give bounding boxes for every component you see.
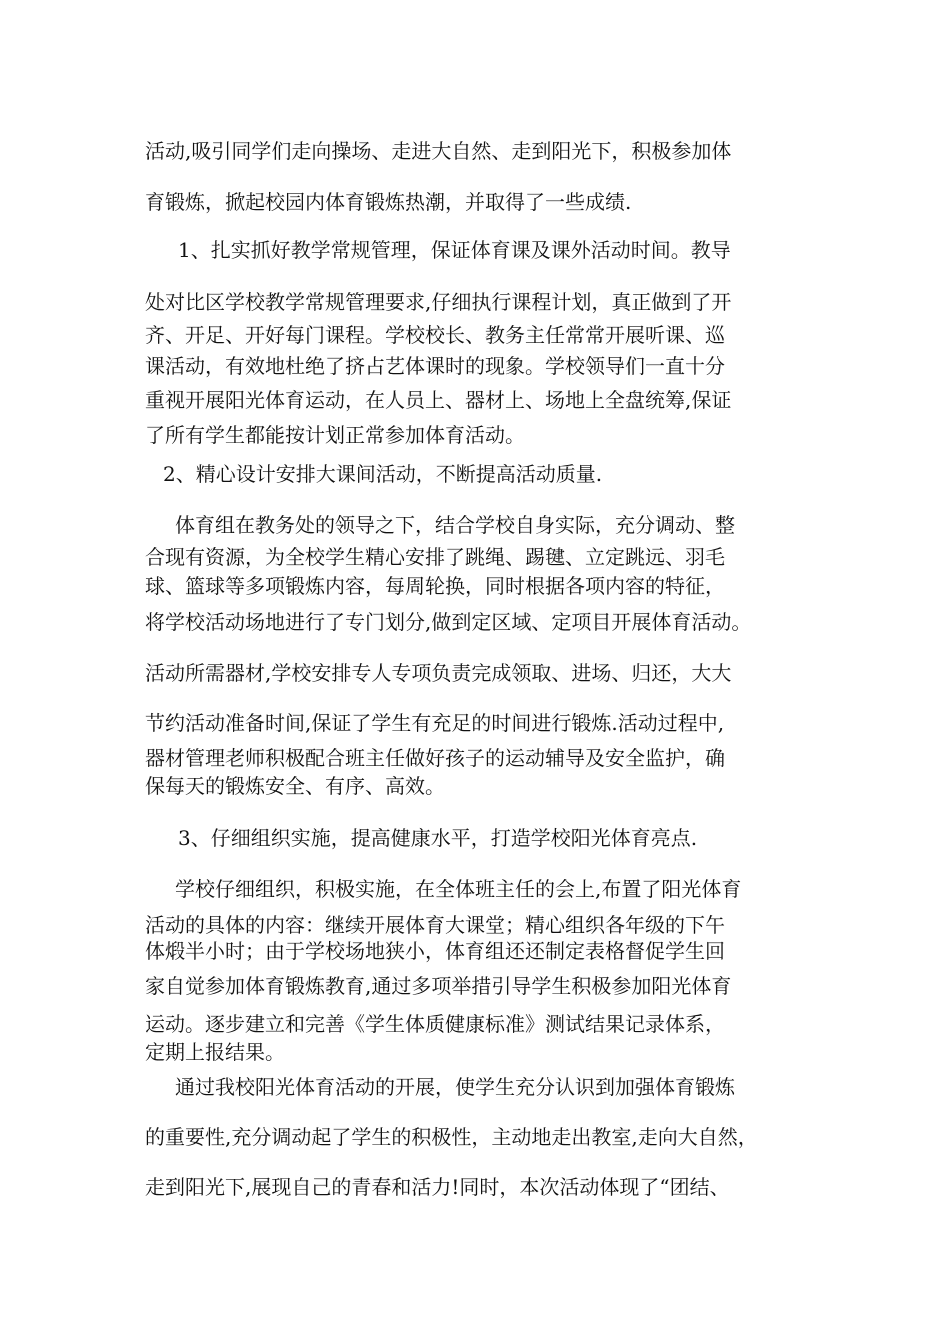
text-line: 齐、开足、开好每门课程。学校校长、教务主任常常开展听课、巡 (145, 323, 725, 347)
text-line: 体育组在教务处的领导之下，结合学校自身实际，充分调动、整 (175, 513, 735, 537)
text-line: 保每天的锻炼安全、有序、高效。 (145, 774, 445, 798)
text-line: 节约活动准备时间,保证了学生有充足的时间进行锻炼.活动过程中, (145, 711, 725, 735)
text-line: 器材管理老师积极配合班主任做好孩子的运动辅导及安全监护，确 (145, 746, 725, 770)
text-line: 合现有资源，为全校学生精心安排了跳绳、踢毽、立定跳远、羽毛 (145, 545, 725, 569)
text-line: 育锻炼，掀起校园内体育锻炼热潮，并取得了一些成绩. (145, 190, 632, 214)
text-line: 球、篮球等多项锻炼内容，每周轮换，同时根据各项内容的特征， (145, 574, 725, 598)
text-line: 处对比区学校教学常规管理要求,仔细执行课程计划，真正做到了开 (145, 290, 732, 314)
text-line: 走到阳光下,展现自己的青春和活力!同时，本次活动体现了“团结、 (145, 1175, 730, 1199)
text-line: 活动所需器材,学校安排专人专项负责完成领取、进场、归还，大大 (145, 661, 732, 685)
text-line: 了所有学生都能按计划正常参加体育活动。 (145, 423, 525, 447)
text-line: 活动的具体的内容：继续开展体育大课堂；精心组织各年级的下午 (145, 913, 725, 937)
text-line: 活动,吸引同学们走向操场、走进大自然、走到阳光下，积极参加体 (145, 139, 732, 163)
heading-item-1: 1、扎实抓好教学常规管理，保证体育课及课外活动时间。教导 (178, 238, 731, 262)
text-line: 学校仔细组织，积极实施，在全体班主任的会上,布置了阳光体育 (175, 877, 742, 901)
heading-item-3: 3、仔细组织实施，提高健康水平，打造学校阳光体育亮点. (178, 826, 698, 850)
text-line: 运动。逐步建立和完善《学生体质健康标准》测试结果记录体系， (145, 1012, 725, 1036)
text-line: 将学校活动场地进行了专门划分,做到定区域、定项目开展体育活动。 (145, 610, 752, 634)
text-line: 家自觉参加体育锻炼教育,通过多项举措引导学生积极参加阳光体育 (145, 974, 732, 998)
heading-item-2: 2、精心设计安排大课间活动，不断提高活动质量. (163, 462, 603, 486)
text-line: 课活动，有效地杜绝了挤占艺体课时的现象。学校领导们一直十分 (145, 354, 725, 378)
text-line: 体煅半小时；由于学校场地狭小，体育组还还制定表格督促学生回 (145, 939, 725, 963)
text-line: 的重要性,充分调动起了学生的积极性，主动地走出教室,走向大自然， (145, 1125, 758, 1149)
text-line: 重视开展阳光体育运动，在人员上、器材上、场地上全盘统筹,保证 (145, 388, 732, 412)
text-line: 通过我校阳光体育活动的开展，使学生充分认识到加强体育锻炼 (175, 1075, 735, 1099)
text-line: 定期上报结果。 (145, 1040, 285, 1064)
